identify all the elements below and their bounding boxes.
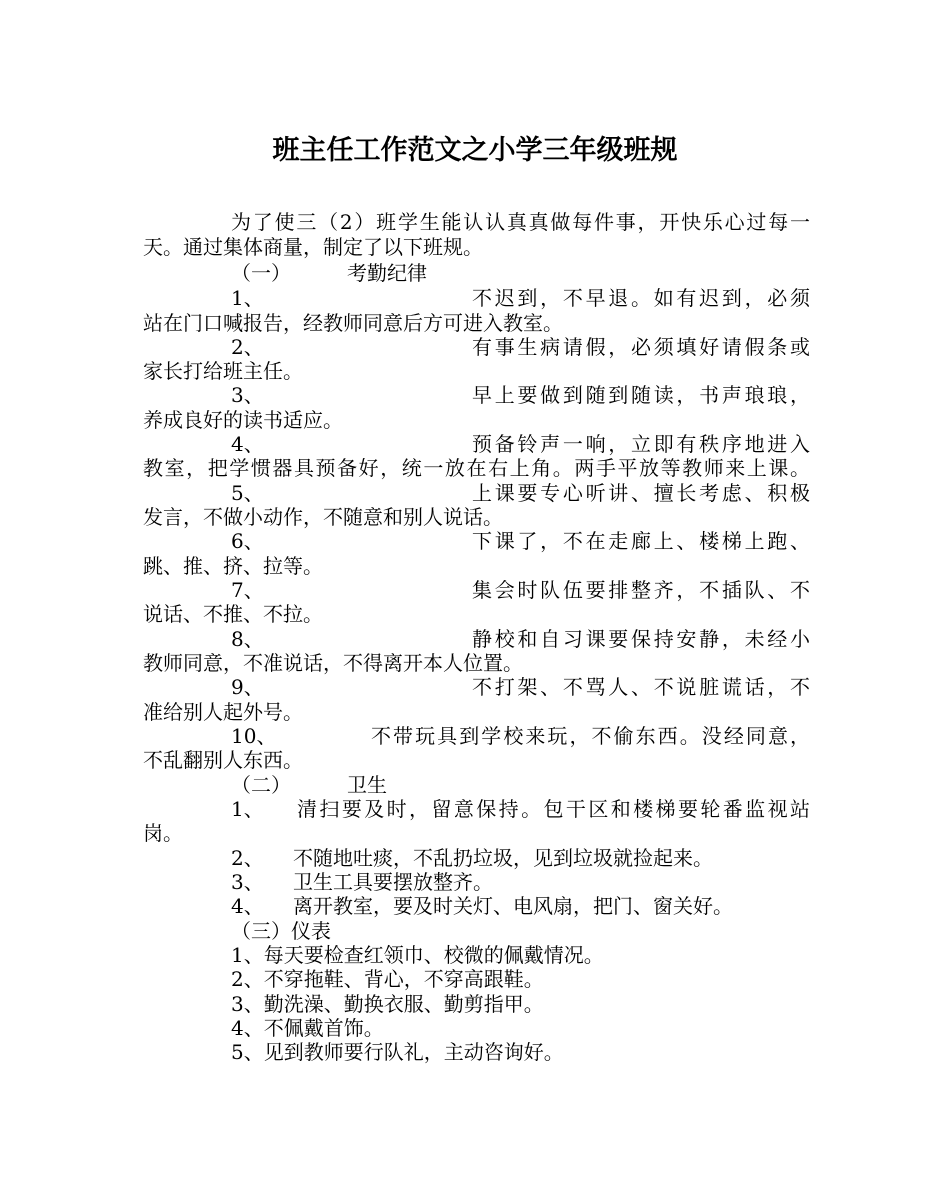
rule-10-line-2: 不乱翻别人东西。 bbox=[143, 748, 303, 772]
rule-2-number: 2、 bbox=[231, 335, 264, 359]
appearance-2: 2、不穿拖鞋、背心，不穿高跟鞋。 bbox=[231, 967, 544, 991]
rule-5-number: 5、 bbox=[231, 481, 264, 505]
hygiene-3-text: 卫生工具要摆放整齐。 bbox=[293, 870, 493, 894]
rule-10-line-1: 不带玩具到学校来玩，不偷东西。没经同意， bbox=[371, 724, 810, 748]
section-2-number: （二） bbox=[231, 773, 291, 797]
rule-10-number: 10、 bbox=[231, 724, 277, 748]
appearance-4: 4、不佩戴首饰。 bbox=[231, 1016, 384, 1040]
section-2-heading: 卫生 bbox=[347, 773, 387, 797]
rule-9-line-2: 准给别人起外号。 bbox=[143, 700, 303, 724]
hygiene-1-line-1: 清扫要及时，留意保持。包干区和楼梯要轮番监视站 bbox=[297, 797, 810, 821]
rule-6-number: 6、 bbox=[231, 529, 264, 553]
hygiene-2-number: 2、 bbox=[231, 846, 264, 870]
rule-4-number: 4、 bbox=[231, 432, 264, 456]
document-title: 班主任工作范文之小学三年级班规 bbox=[272, 135, 678, 166]
rule-8-line-1: 静校和自习课要保持安静，未经小 bbox=[472, 627, 810, 651]
rule-8-number: 8、 bbox=[231, 627, 264, 651]
rule-3-line-1: 早上要做到随到随读，书声琅琅， bbox=[472, 383, 810, 407]
hygiene-4-text: 离开教室，要及时关灯、电风扇，把门、窗关好。 bbox=[293, 894, 733, 918]
rule-4-line-2: 教室，把学惯器具预备好，统一放在右上角。两手平放等教师来上课。 bbox=[143, 456, 810, 480]
section-1-number: （一） bbox=[231, 261, 291, 285]
hygiene-3-number: 3、 bbox=[231, 870, 264, 894]
rule-2-line-1: 有事生病请假，必须填好请假条或 bbox=[472, 335, 810, 359]
hygiene-1-number: 1、 bbox=[231, 797, 264, 821]
rule-6-line-1: 下课了，不在走廊上、楼梯上跑、 bbox=[472, 529, 810, 553]
rule-1-line-1: 不迟到，不早退。如有迟到，必须 bbox=[472, 286, 810, 310]
rule-4-line-1: 预备铃声一响，立即有秩序地进入 bbox=[472, 432, 810, 456]
rule-1-line-2: 站在门口喊报告，经教师同意后方可进入教室。 bbox=[143, 311, 563, 335]
hygiene-4-number: 4、 bbox=[231, 894, 264, 918]
hygiene-1-line-2: 岗。 bbox=[143, 821, 183, 845]
rule-2-line-2: 家长打给班主任。 bbox=[143, 359, 303, 383]
rule-7-line-1: 集会时队伍要排整齐，不插队、不 bbox=[472, 578, 810, 602]
appearance-5: 5、见到教师要行队礼，主动咨询好。 bbox=[231, 1040, 564, 1064]
appearance-3: 3、勤洗澡、勤换衣服、勤剪指甲。 bbox=[231, 992, 544, 1016]
intro-line-1: 为了使三（2）班学生能认认真真做每件事，开快乐心过每一 bbox=[231, 210, 810, 234]
rule-3-line-2: 养成良好的读书适应。 bbox=[143, 408, 343, 432]
rule-8-line-2: 教师同意，不准说话，不得离开本人位置。 bbox=[143, 651, 523, 675]
rule-7-number: 7、 bbox=[231, 578, 264, 602]
rule-7-line-2: 说话、不推、不拉。 bbox=[143, 602, 323, 626]
intro-line-2: 天。通过集体商量，制定了以下班规。 bbox=[143, 235, 483, 259]
section-1-heading: 考勤纪律 bbox=[347, 261, 427, 285]
rule-6-line-2: 跳、推、挤、拉等。 bbox=[143, 554, 323, 578]
hygiene-2-text: 不随地吐痰，不乱扔垃圾，见到垃圾就捡起来。 bbox=[293, 846, 713, 870]
appearance-1: 1、每天要检查红领巾、校微的佩戴情况。 bbox=[231, 943, 604, 967]
rule-3-number: 3、 bbox=[231, 383, 264, 407]
rule-9-line-1: 不打架、不骂人、不说脏谎话，不 bbox=[472, 675, 810, 699]
rule-9-number: 9、 bbox=[231, 675, 264, 699]
rule-5-line-1: 上课要专心听讲、擅长考虑、积极 bbox=[472, 481, 810, 505]
rule-5-line-2: 发言，不做小动作，不随意和别人说话。 bbox=[143, 505, 503, 529]
rule-1-number: 1、 bbox=[231, 286, 264, 310]
section-3-heading: （三）仪表 bbox=[231, 919, 331, 943]
